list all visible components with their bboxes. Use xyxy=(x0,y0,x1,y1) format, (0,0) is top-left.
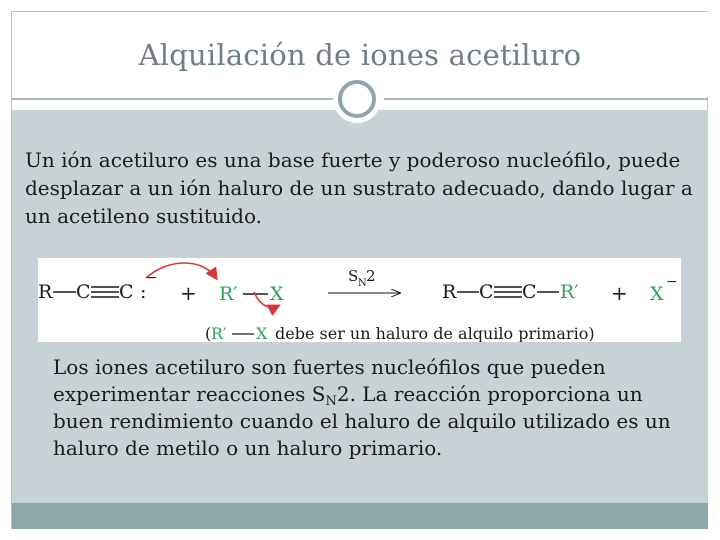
note-text: debe ser un haluro de alquilo primario) xyxy=(275,324,595,342)
sn2-paragraph-part1: Los iones acetiluro son fuertes nucleófilos que pueden experimentar reacciones S xyxy=(53,355,606,406)
note-x: X xyxy=(256,324,268,342)
sn2-paragraph-part2: 2. La reacción proporciona un buen rendimiento cuando el haluro de alquilo utilizado es un haluro de metilo o un haluro primario. xyxy=(53,382,671,460)
sn2-paragraph-subscript: N xyxy=(325,394,337,409)
title-separator-left xyxy=(12,98,337,100)
intro-paragraph: Un ión acetiluro es una base fuerte y poderoso nucleófilo, puede desplazar a un ión haluro de un sustrato adecuado, dando lugar a un acetileno sustituido. xyxy=(25,148,693,228)
title-separator-right xyxy=(384,98,708,100)
plus-sign-1: + xyxy=(180,281,197,305)
sn2-label-n: N xyxy=(358,278,367,289)
lone-pair: : xyxy=(140,281,147,303)
product-c1: C xyxy=(479,281,494,303)
sn2-label-s: S xyxy=(348,267,359,285)
reactant-r-prime: R′ xyxy=(219,283,238,305)
halide-charge: − xyxy=(666,274,678,290)
sn2-label-2: 2 xyxy=(366,267,376,285)
reactant-x: X xyxy=(270,283,284,305)
note-r-prime: R′ xyxy=(211,324,227,342)
sn2-paragraph xyxy=(53,354,693,462)
product-r: R xyxy=(442,281,457,303)
reaction-scheme xyxy=(38,258,681,342)
reactant-c2: C xyxy=(119,281,134,303)
plus-sign-2: + xyxy=(611,281,628,305)
reaction-diagram xyxy=(38,258,681,342)
product-x: X xyxy=(650,283,664,305)
footer-bar xyxy=(12,503,708,529)
reactant-c1: C xyxy=(76,281,91,303)
separator-circle-ornament xyxy=(338,80,376,118)
reactant-r: R xyxy=(38,281,53,303)
note-open-paren: ( xyxy=(205,324,212,342)
product-r-prime: R′ xyxy=(560,281,579,303)
product-c2: C xyxy=(522,281,537,303)
slide-title: Alquilación de iones acetiluro xyxy=(138,38,582,72)
acetylide-charge: − xyxy=(146,270,158,286)
